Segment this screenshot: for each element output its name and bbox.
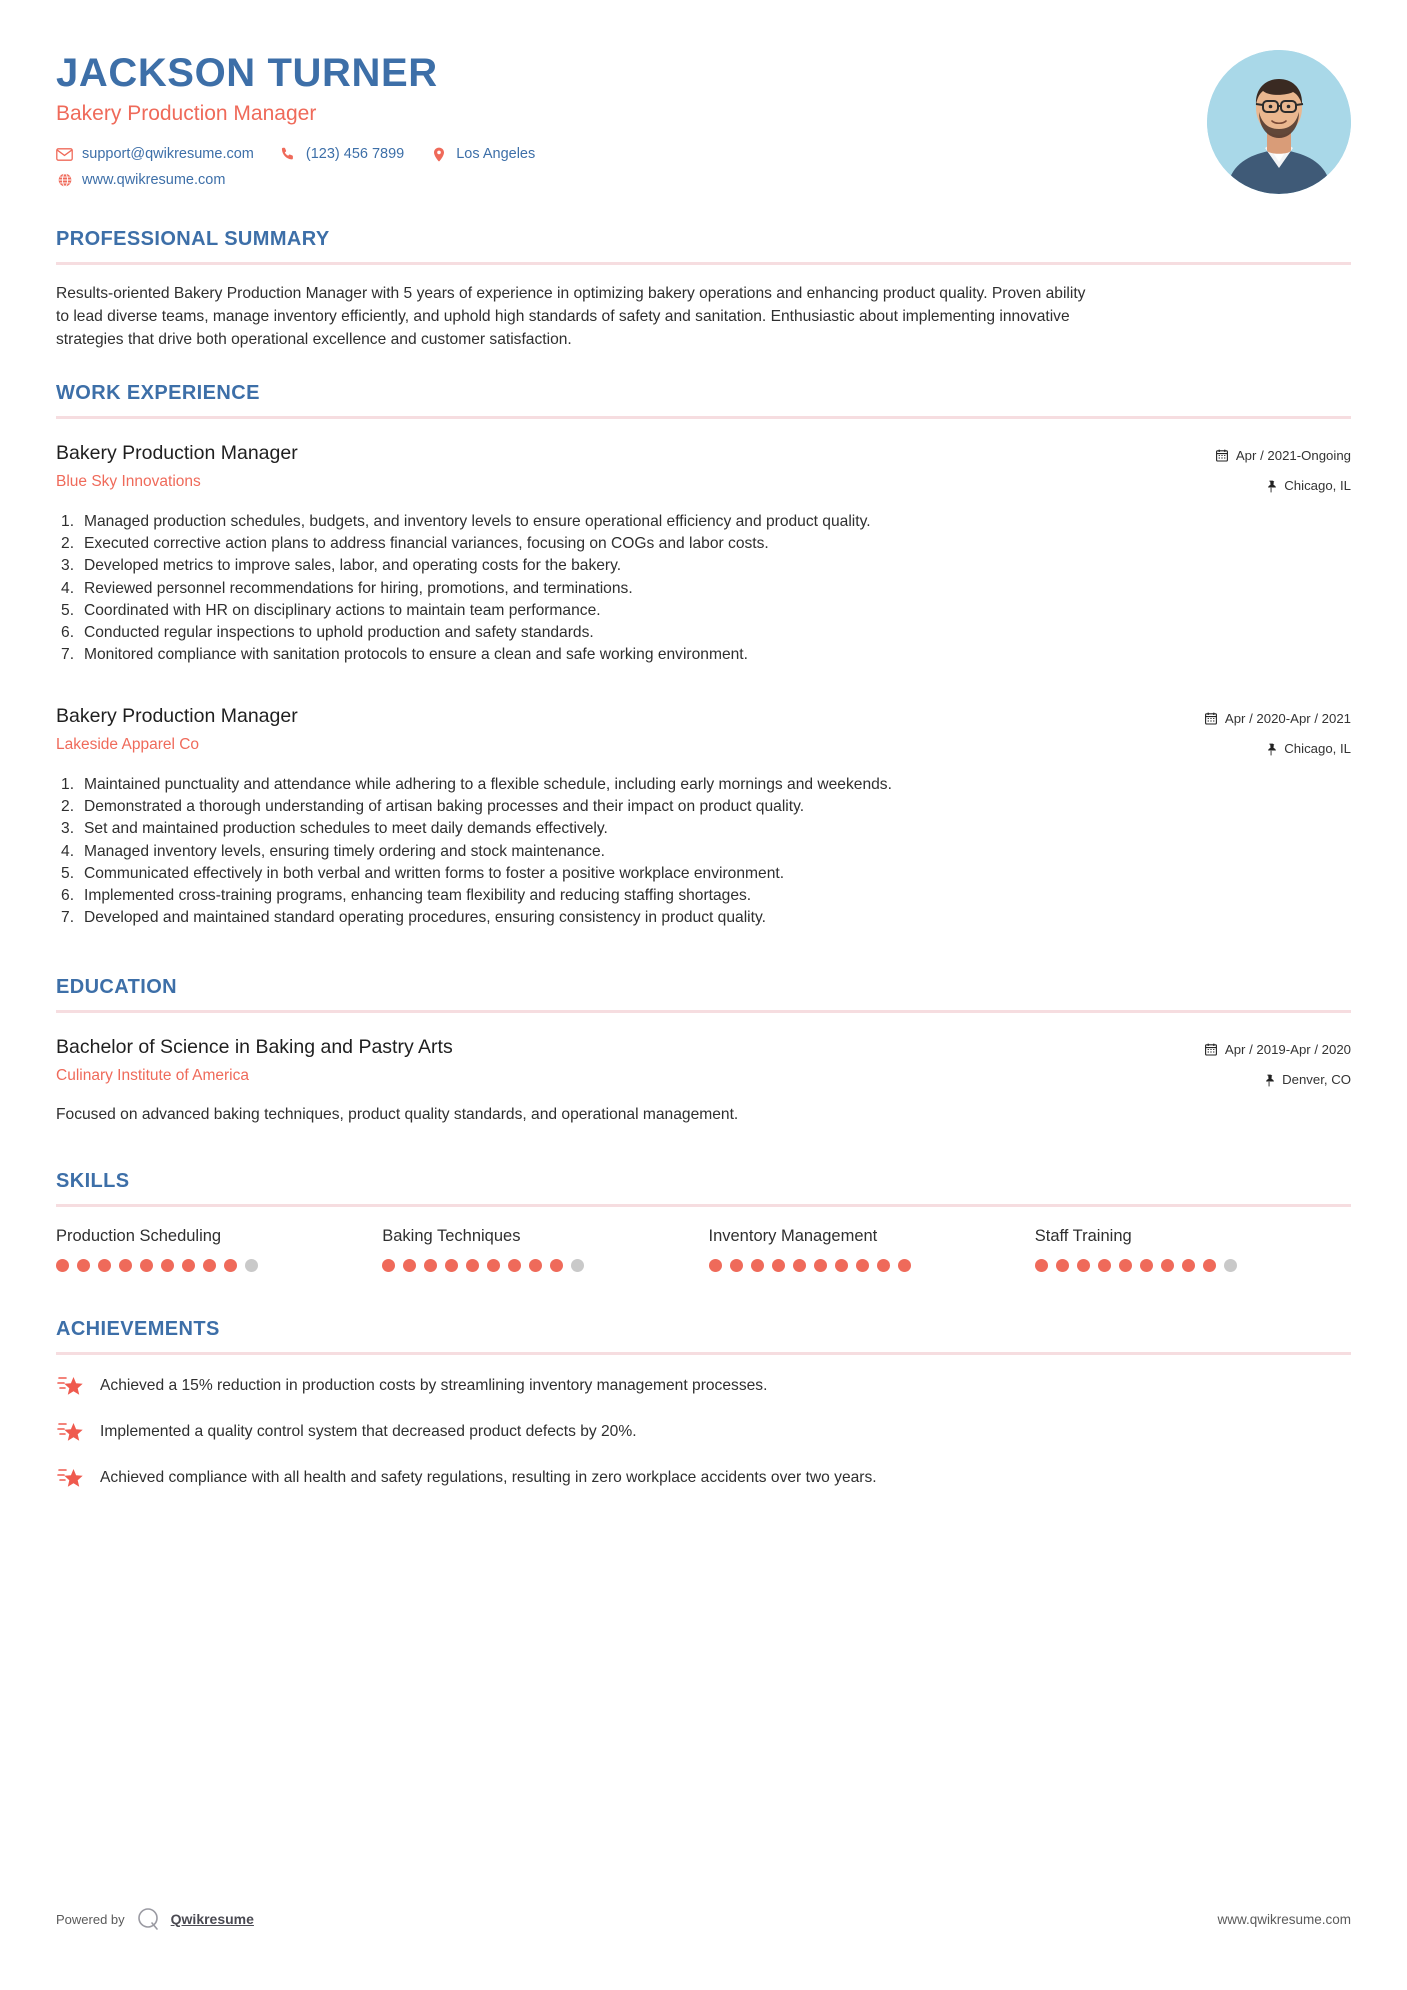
skill-label: Production Scheduling xyxy=(56,1227,222,1246)
education-location-text: Denver, CO xyxy=(1282,1072,1351,1088)
section-divider xyxy=(56,1010,1351,1013)
work-entry-header xyxy=(56,441,1351,497)
skill-item xyxy=(709,1227,1025,1272)
work-location xyxy=(1205,739,1351,759)
skill-dot xyxy=(56,1259,69,1272)
work-location xyxy=(1216,476,1351,496)
skill-dot xyxy=(835,1259,848,1272)
skill-rating-dots xyxy=(56,1259,372,1272)
skill-dot xyxy=(224,1259,237,1272)
footer-brand-link[interactable]: Qwikresume xyxy=(170,1911,254,1927)
skill-label: Baking Techniques xyxy=(382,1227,521,1246)
skill-dot xyxy=(119,1259,132,1272)
pushpin-icon xyxy=(1264,480,1277,493)
education-school: Culinary Institute of America xyxy=(56,1067,249,1085)
section-skills xyxy=(56,1170,1351,1272)
section-work-experience xyxy=(56,382,1351,930)
work-bullet: Developed and maintained standard operating procedures, ensuring consistency in product quality. xyxy=(84,909,766,927)
work-entry-titles xyxy=(56,441,1216,491)
pushpin-icon xyxy=(1262,1074,1275,1087)
work-bullet: Maintained punctuality and attendance while adhering to a flexible schedule, including early mornings and weekends. xyxy=(84,775,892,793)
work-entry xyxy=(56,441,1351,667)
skill-dot xyxy=(1035,1259,1048,1272)
work-bullet: Reviewed personnel recommendations for hiring, promotions, and terminations. xyxy=(84,579,633,597)
skill-dot xyxy=(709,1259,722,1272)
contact-row-primary xyxy=(56,146,1207,162)
page-footer xyxy=(56,1906,1351,1932)
achievement-text: Achieved compliance with all health and safety regulations, resulting in zero workplace accidents over two years. xyxy=(100,1469,877,1487)
achievement-item xyxy=(56,1465,1351,1492)
work-bullets xyxy=(56,511,1351,667)
achievement-item xyxy=(56,1419,1351,1446)
work-entry-meta xyxy=(1216,441,1351,497)
section-divider xyxy=(56,1352,1351,1355)
section-professional-summary xyxy=(56,228,1351,352)
work-date-text: Apr / 2021-Ongoing xyxy=(1235,447,1351,463)
globe-icon xyxy=(56,172,73,188)
contact-phone-text: (123) 456 7899 xyxy=(305,146,405,162)
achievements-list xyxy=(56,1373,1351,1492)
skill-dot xyxy=(487,1259,500,1272)
work-entry xyxy=(56,704,1351,930)
footer-powered-by-label: Powered by xyxy=(56,1911,125,1927)
skill-dot xyxy=(1056,1259,1069,1272)
work-bullet: Demonstrated a thorough understanding of artisan baking processes and their impact on product quality. xyxy=(84,797,805,815)
work-entry-titles xyxy=(56,704,1205,754)
section-divider xyxy=(56,416,1351,419)
skill-rating-dots xyxy=(382,1259,698,1272)
education-entry-titles xyxy=(56,1035,1205,1085)
skill-label: Staff Training xyxy=(1034,1227,1132,1246)
education-date-text: Apr / 2019-Apr / 2020 xyxy=(1224,1041,1351,1057)
skill-dot xyxy=(161,1259,174,1272)
skill-dot xyxy=(182,1259,195,1272)
work-entry-meta xyxy=(1205,704,1351,760)
work-bullet: Coordinated with HR on disciplinary actions to maintain team performance. xyxy=(84,601,601,619)
education-date xyxy=(1205,1040,1351,1060)
education-description: Focused on advanced baking techniques, product quality standards, and operational management. xyxy=(56,1105,739,1123)
work-date-text: Apr / 2020-Apr / 2021 xyxy=(1224,710,1351,726)
skill-item xyxy=(1035,1227,1351,1272)
skill-item xyxy=(382,1227,698,1272)
skill-dot xyxy=(403,1259,416,1272)
skill-dot xyxy=(1098,1259,1111,1272)
skill-dot xyxy=(508,1259,521,1272)
skill-dot xyxy=(877,1259,890,1272)
work-role: Bakery Production Manager xyxy=(56,441,298,464)
education-entry xyxy=(56,1035,1351,1127)
work-bullet: Monitored compliance with sanitation protocols to ensure a clean and safe working environment. xyxy=(84,646,748,664)
skill-dot xyxy=(856,1259,869,1272)
contact-location-text: Los Angeles xyxy=(456,146,536,162)
contact-location xyxy=(430,146,535,162)
work-bullet: Executed corrective action plans to address financial variances, focusing on COGs and labor costs. xyxy=(84,534,769,552)
achievement-text: Implemented a quality control system that decreased product defects by 20%. xyxy=(100,1423,637,1441)
calendar-icon xyxy=(1205,1043,1218,1056)
star-badge-icon xyxy=(56,1374,86,1400)
summary-text: Results-oriented Bakery Production Manager with 5 years of experience in optimizing bakery operations and enhancing product quality. Proven ability to lead diverse teams, manage inventory efficiently, and uphold high standards of safety and sanitation. Enthusiastic about implementing innovative strategies that drive both operational excellence and customer satisfaction. xyxy=(56,285,1086,348)
contact-website-text: www.qwikresume.com xyxy=(82,172,226,188)
work-role: Bakery Production Manager xyxy=(56,704,298,727)
skill-dot xyxy=(814,1259,827,1272)
skill-dot xyxy=(1224,1259,1237,1272)
contact-phone[interactable] xyxy=(280,146,404,162)
skill-dot xyxy=(730,1259,743,1272)
work-bullet: Managed production schedules, budgets, and inventory levels to ensure operational efficiency and product quality. xyxy=(84,512,871,530)
skill-dot xyxy=(382,1259,395,1272)
footer-website[interactable]: www.qwikresume.com xyxy=(1217,1911,1351,1927)
contact-row-secondary xyxy=(56,172,1207,188)
skill-dot xyxy=(793,1259,806,1272)
phone-icon xyxy=(280,146,297,162)
work-entry-header xyxy=(56,704,1351,760)
work-company: Lakeside Apparel Co xyxy=(56,736,200,754)
star-badge-icon xyxy=(56,1420,86,1446)
calendar-icon xyxy=(1205,712,1218,725)
resume-header xyxy=(56,0,1351,198)
section-divider xyxy=(56,1204,1351,1207)
section-title-skills: SKILLS xyxy=(56,1170,130,1193)
section-title-achievements: ACHIEVEMENTS xyxy=(56,1318,220,1341)
section-divider xyxy=(56,262,1351,265)
contact-website[interactable] xyxy=(56,172,225,188)
work-bullet: Developed metrics to improve sales, labor, and operating costs for the bakery. xyxy=(84,557,622,575)
skill-dot xyxy=(1140,1259,1153,1272)
skill-dot xyxy=(1182,1259,1195,1272)
skill-dot xyxy=(1077,1259,1090,1272)
calendar-icon xyxy=(1216,449,1229,462)
contact-info xyxy=(56,146,1207,188)
education-degree: Bachelor of Science in Baking and Pastry Arts xyxy=(56,1035,453,1058)
education-entry-meta xyxy=(1205,1035,1351,1091)
work-bullet: Set and maintained production schedules to meet daily demands effectively. xyxy=(84,820,608,838)
work-date xyxy=(1216,446,1351,466)
skill-dot xyxy=(529,1259,542,1272)
work-company: Blue Sky Innovations xyxy=(56,473,201,491)
email-icon xyxy=(56,146,73,162)
work-bullet: Implemented cross-training programs, enhancing team flexibility and reducing staffing shortages. xyxy=(84,887,752,905)
skill-item xyxy=(56,1227,372,1272)
skill-dot xyxy=(466,1259,479,1272)
location-pin-icon xyxy=(430,146,447,162)
section-title-summary: PROFESSIONAL SUMMARY xyxy=(56,228,330,250)
work-location-text: Chicago, IL xyxy=(1284,478,1351,494)
skill-dot xyxy=(445,1259,458,1272)
work-date xyxy=(1205,709,1351,729)
skill-dot xyxy=(424,1259,437,1272)
work-bullet: Communicated effectively in both verbal and written forms to foster a positive workplace environment. xyxy=(84,864,785,882)
skill-dot xyxy=(898,1259,911,1272)
section-title-education: EDUCATION xyxy=(56,975,178,998)
section-title-work: WORK EXPERIENCE xyxy=(56,381,260,404)
skills-grid xyxy=(56,1227,1351,1272)
candidate-name: JACKSON TURNER xyxy=(56,51,438,95)
star-badge-icon xyxy=(56,1466,86,1492)
candidate-job-title: Bakery Production Manager xyxy=(56,102,317,125)
achievement-item xyxy=(56,1373,1351,1400)
contact-email-text: support@qwikresume.com xyxy=(82,146,254,162)
section-education xyxy=(56,976,1351,1127)
work-bullet: Managed inventory levels, ensuring timely ordering and stock maintenance. xyxy=(84,842,605,860)
education-location xyxy=(1205,1070,1351,1090)
header-text-block xyxy=(56,46,1207,198)
skill-label: Inventory Management xyxy=(708,1227,878,1246)
skill-dot xyxy=(203,1259,216,1272)
work-bullet: Conducted regular inspections to uphold production and safety standards. xyxy=(84,624,594,642)
work-bullets xyxy=(56,774,1351,930)
skill-rating-dots xyxy=(1035,1259,1351,1272)
education-entry-header xyxy=(56,1035,1351,1091)
work-location-text: Chicago, IL xyxy=(1284,741,1351,757)
skill-dot xyxy=(98,1259,111,1272)
skill-dot xyxy=(245,1259,258,1272)
skill-dot xyxy=(772,1259,785,1272)
skill-dot xyxy=(1119,1259,1132,1272)
skill-dot xyxy=(1203,1259,1216,1272)
section-achievements xyxy=(56,1318,1351,1492)
skill-dot xyxy=(140,1259,153,1272)
skill-rating-dots xyxy=(709,1259,1025,1272)
qwikresume-logo-icon xyxy=(135,1906,161,1932)
pushpin-icon xyxy=(1264,743,1277,756)
skill-dot xyxy=(751,1259,764,1272)
avatar xyxy=(1207,50,1351,194)
skill-dot xyxy=(1161,1259,1174,1272)
skill-dot xyxy=(550,1259,563,1272)
footer-powered-by xyxy=(56,1906,254,1932)
skill-dot xyxy=(77,1259,90,1272)
contact-email[interactable] xyxy=(56,146,254,162)
achievement-text: Achieved a 15% reduction in production costs by streamlining inventory management processes. xyxy=(100,1377,768,1395)
skill-dot xyxy=(571,1259,584,1272)
